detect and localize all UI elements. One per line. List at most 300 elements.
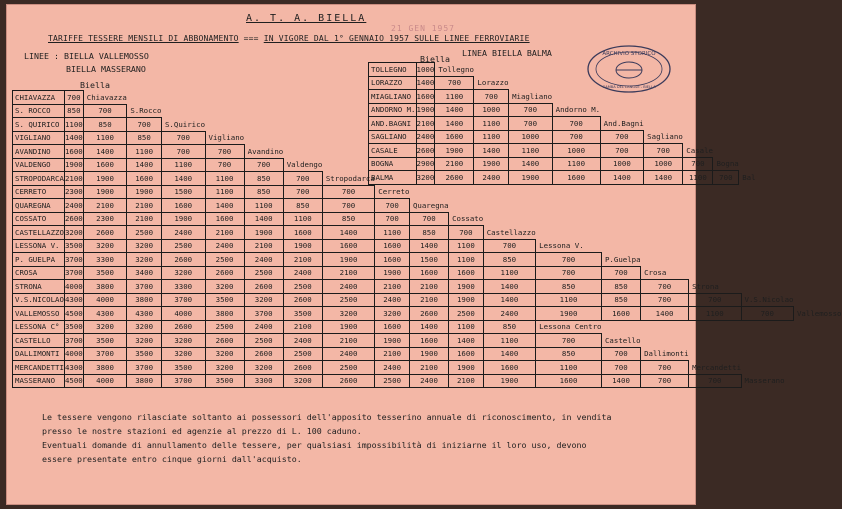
fare-cell: 700 — [435, 76, 474, 90]
fare-cell: 1900 — [536, 307, 602, 321]
fare-cell: 700 — [600, 130, 644, 144]
fare-cell: 1400 — [205, 199, 244, 213]
fare-cell: 1400 — [435, 117, 474, 131]
station-name: LESSONA V. — [13, 239, 65, 253]
fare-cell: 1100 — [683, 171, 713, 185]
left-row — [13, 361, 842, 375]
fare-cell: 1100 — [536, 361, 602, 375]
fare-cell: 3800 — [127, 374, 162, 388]
fare-cell: 1900 — [449, 280, 484, 294]
right-row — [369, 63, 756, 77]
fare-cell: 2500 — [322, 361, 374, 375]
fare-cell: 2600 — [83, 226, 127, 240]
station-label: Mercandetti — [692, 362, 742, 372]
fare-cell: 1900 — [375, 334, 410, 348]
station-name: LORAZZO — [369, 76, 417, 90]
fare-cell: 3200 — [127, 320, 162, 334]
fare-cell: 1600 — [205, 212, 244, 226]
station-name: CASTELLO — [13, 334, 65, 348]
station-name: BOGNA — [369, 157, 417, 171]
fare-cell: 700 — [64, 91, 83, 105]
fare-cell: 700 — [509, 103, 553, 117]
fare-cell: 1600 — [375, 239, 410, 253]
station-label: Miagliano — [512, 91, 553, 101]
organization-heading: A. T. A. BIELLA — [246, 13, 367, 24]
fare-cell: 700 — [644, 144, 683, 158]
fare-cell: 1900 — [83, 172, 127, 186]
fare-cell: 1600 — [601, 307, 640, 321]
fare-cell: 700 — [641, 361, 689, 375]
left-row — [13, 239, 842, 253]
station-label: Vallemosso — [796, 308, 842, 318]
fare-cell: 2400 — [161, 226, 205, 240]
fare-cell: 3700 — [161, 374, 205, 388]
station-name: SAGLIANO — [369, 130, 417, 144]
right-row — [369, 117, 756, 131]
title-separator: === — [238, 34, 264, 43]
station-name: S. ROCCO — [13, 104, 65, 118]
fare-cell: 1600 — [64, 145, 83, 159]
fare-cell: 4300 — [127, 307, 162, 321]
fare-cell: 2400 — [64, 199, 83, 213]
station-name: MERCANDETTI — [13, 361, 65, 375]
fare-cell: 700 — [601, 266, 640, 280]
fare-cell: 2100 — [375, 347, 410, 361]
fare-cell: 1100 — [474, 117, 509, 131]
fare-cell: 3700 — [161, 293, 205, 307]
fare-cell: 3200 — [161, 334, 205, 348]
tariff-title — [48, 34, 530, 43]
fare-cell: 2500 — [244, 334, 283, 348]
fare-cell: 1000 — [474, 103, 509, 117]
fare-cell: 2500 — [283, 347, 322, 361]
fare-cell: 1900 — [83, 185, 127, 199]
station-label: Andorno M. — [555, 105, 601, 114]
right-row — [369, 103, 756, 117]
fare-cell: 4000 — [64, 347, 83, 361]
station-label: Chiavazza — [86, 92, 127, 102]
fare-cell: 1600 — [483, 361, 535, 375]
fare-cell: 2400 — [244, 320, 283, 334]
left-row — [13, 185, 842, 199]
fare-cell: 2100 — [64, 172, 83, 186]
fare-cell: 1100 — [536, 293, 602, 307]
station-label: Bogna — [716, 159, 739, 168]
fare-cell: 4000 — [64, 280, 83, 294]
fare-cell: 3800 — [127, 293, 162, 307]
fare-cell: 2100 — [127, 199, 162, 213]
fare-cell: 3200 — [375, 307, 410, 321]
fare-cell: 1400 — [83, 145, 127, 159]
fare-cell: 700 — [283, 185, 322, 199]
fare-cell: 2600 — [161, 253, 205, 267]
fare-cell: 1100 — [483, 334, 535, 348]
fare-cell: 3200 — [161, 347, 205, 361]
fare-cell: 1900 — [509, 171, 553, 185]
fare-cell: 700 — [601, 347, 640, 361]
fare-cell: 700 — [536, 334, 602, 348]
fare-cell: 2100 — [435, 157, 474, 171]
fare-cell: 3800 — [83, 280, 127, 294]
fare-cell: 3500 — [161, 361, 205, 375]
fare-cell: 2100 — [283, 320, 322, 334]
station-name: CROSA — [13, 266, 65, 280]
left-row — [13, 347, 842, 361]
fare-cell: 2100 — [205, 226, 244, 240]
station-label: Bal — [742, 172, 756, 182]
footer-line-3: Eventuali domande di annullamento delle tessere, per qualsiasi impossibilità di iniziarne il loro uso, devono — [42, 440, 587, 450]
fare-cell: 700 — [683, 157, 713, 171]
fare-cell: 2500 — [283, 280, 322, 294]
fare-cell: 2600 — [161, 320, 205, 334]
station-name: P. GUELPA — [13, 253, 65, 267]
fare-cell: 1100 — [552, 157, 600, 171]
left-row — [13, 334, 842, 348]
fare-cell: 3500 — [64, 320, 83, 334]
fare-cell: 1600 — [409, 334, 448, 348]
fare-cell: 2600 — [283, 293, 322, 307]
fare-cell: 3500 — [205, 374, 244, 388]
left-row — [13, 226, 842, 240]
fare-cell: 700 — [552, 130, 600, 144]
fare-cell: 850 — [244, 185, 283, 199]
station-name: QUAREGNA — [13, 199, 65, 213]
fare-cell: 1100 — [64, 118, 83, 132]
fare-cell: 850 — [483, 253, 535, 267]
fare-cell: 4300 — [83, 307, 127, 321]
fare-cell: 850 — [244, 172, 283, 186]
fare-cell: 1900 — [283, 239, 322, 253]
left-row — [13, 374, 842, 388]
station-name: CERRETO — [13, 185, 65, 199]
fare-cell: 1100 — [283, 212, 322, 226]
fare-cell: 1000 — [509, 130, 553, 144]
station-label: Tollegno — [438, 64, 474, 74]
fare-cell: 4000 — [83, 293, 127, 307]
fare-cell: 3500 — [205, 293, 244, 307]
station-label: P.Guelpa — [604, 254, 641, 264]
fare-cell: 700 — [689, 374, 741, 388]
station-name: AND.BAGNI — [369, 117, 417, 131]
fare-cell: 1900 — [474, 157, 509, 171]
fare-cell: 2600 — [322, 374, 374, 388]
fare-cell: 700 — [322, 199, 374, 213]
fare-cell: 3200 — [64, 226, 83, 240]
fare-cell: 1900 — [416, 103, 435, 117]
fare-cell: 2400 — [244, 253, 283, 267]
left-row — [13, 307, 842, 321]
station-name: LESSONA C° — [13, 320, 65, 334]
left-row — [13, 253, 842, 267]
station-label: S.Quirico — [164, 119, 206, 129]
station-name: CASTELLAZZO — [13, 226, 65, 240]
fare-cell: 700 — [713, 171, 739, 185]
fare-cell: 700 — [205, 158, 244, 172]
fare-cell: 3500 — [83, 334, 127, 348]
fare-cell: 700 — [375, 212, 410, 226]
fare-cell: 2400 — [322, 280, 374, 294]
station-name: CHIAVAZZA — [13, 91, 65, 105]
fare-cell: 2100 — [375, 280, 410, 294]
fare-cell: 2400 — [322, 347, 374, 361]
fare-cell: 1000 — [552, 144, 600, 158]
fare-cell: 3700 — [127, 280, 162, 294]
left-first-label: Biella — [80, 80, 110, 90]
fare-cell: 2100 — [127, 212, 162, 226]
stamp-text-bottom: GAMBA DEL LANGSE - BIELLA — [602, 85, 656, 89]
fare-cell: 3800 — [205, 307, 244, 321]
fare-cell: 700 — [509, 117, 553, 131]
station-name: BALMA — [369, 171, 417, 185]
fare-cell: 2600 — [435, 171, 474, 185]
station-label: Cerreto — [378, 187, 410, 196]
fare-cell: 700 — [552, 117, 600, 131]
fare-cell: 1000 — [644, 157, 683, 171]
fare-cell: 2600 — [205, 334, 244, 348]
right-line-caption: LINEA BIELLA BALMA — [462, 48, 552, 58]
station-label: Quaregna — [412, 200, 449, 210]
fare-cell: 3300 — [161, 280, 205, 294]
fare-cell: 2100 — [449, 374, 484, 388]
fare-cell: 700 — [244, 158, 283, 172]
fare-cell: 2400 — [205, 239, 244, 253]
station-label: Stropodarca — [325, 173, 375, 183]
fare-cell: 700 — [641, 280, 689, 294]
station-name: V.S.NICOLAO — [13, 293, 65, 307]
fare-cell: 3200 — [127, 253, 162, 267]
fare-cell: 3200 — [83, 239, 127, 253]
faint-date-stamp: 21 GEN 1957 — [391, 24, 455, 33]
fare-cell: 3200 — [127, 239, 162, 253]
fare-cell: 2600 — [244, 347, 283, 361]
fare-cell: 850 — [283, 199, 322, 213]
fare-cell: 700 — [741, 307, 793, 321]
footer-line-4: essere presentate entro cinque giorni dall'acquisto. — [42, 454, 302, 464]
fare-cell: 2100 — [322, 266, 374, 280]
fare-cell: 1000 — [600, 157, 644, 171]
station-name: VIGLIANO — [13, 131, 65, 145]
fare-cell: 1400 — [244, 212, 283, 226]
fare-cell: 1400 — [409, 320, 448, 334]
fare-cell: 1100 — [127, 145, 162, 159]
fare-cell: 2100 — [409, 293, 448, 307]
fare-cell: 4300 — [64, 293, 83, 307]
fare-cell: 1100 — [474, 130, 509, 144]
fare-cell: 1100 — [449, 253, 484, 267]
station-label: Castellazzo — [486, 227, 536, 237]
fare-cell: 1900 — [483, 374, 535, 388]
station-name: AVANDINO — [13, 145, 65, 159]
fare-cell: 1900 — [322, 253, 374, 267]
fare-cell: 1900 — [64, 158, 83, 172]
fare-cell: 2500 — [161, 239, 205, 253]
station-label: Cossato — [452, 214, 484, 223]
fare-cell: 1900 — [435, 144, 474, 158]
fare-cell: 1600 — [449, 347, 484, 361]
fare-cell: 1000 — [416, 63, 435, 77]
fare-cell: 2500 — [244, 266, 283, 280]
fare-cell: 1100 — [244, 199, 283, 213]
fare-cell: 850 — [64, 104, 83, 118]
fare-cell: 2500 — [449, 307, 484, 321]
right-row — [369, 90, 756, 104]
fare-cell: 2500 — [205, 320, 244, 334]
fare-cell: 3700 — [127, 361, 162, 375]
fare-cell: 2900 — [416, 157, 435, 171]
fare-cell: 2400 — [483, 307, 535, 321]
fare-cell: 3200 — [244, 293, 283, 307]
left-row — [13, 293, 842, 307]
fare-cell: 2500 — [205, 253, 244, 267]
fare-cell: 2300 — [83, 212, 127, 226]
fare-cell: 1500 — [409, 253, 448, 267]
fare-cell: 3200 — [244, 361, 283, 375]
fare-cell: 1600 — [536, 374, 602, 388]
fare-cell: 1400 — [64, 131, 83, 145]
footer-line-1: Le tessere vengono rilasciate soltanto ai possessori dell'apposito tesserino annuale di riconoscimento, in vendita — [42, 412, 612, 422]
fare-cell: 1600 — [283, 226, 322, 240]
fare-cell: 2500 — [127, 226, 162, 240]
fare-cell: 2600 — [283, 361, 322, 375]
fare-cell: 2300 — [64, 185, 83, 199]
fare-cell: 1600 — [409, 266, 448, 280]
fare-cell: 3500 — [64, 239, 83, 253]
fare-cell: 1100 — [205, 172, 244, 186]
right-row — [369, 171, 756, 185]
right-row — [369, 144, 756, 158]
fare-cell: 1400 — [161, 172, 205, 186]
station-name: COSSATO — [13, 212, 65, 226]
fare-cell: 1400 — [322, 226, 374, 240]
fare-cell: 3400 — [127, 266, 162, 280]
footer-line-2: presso le nostre stazioni ed agenzie al prezzo di L. 100 caduno. — [42, 426, 362, 436]
right-row — [369, 130, 756, 144]
fare-cell: 1900 — [161, 212, 205, 226]
fare-cell: 1400 — [600, 171, 644, 185]
fare-cell: 2100 — [409, 361, 448, 375]
fare-cell: 4300 — [64, 361, 83, 375]
fare-cell: 4000 — [83, 374, 127, 388]
fare-cell: 2400 — [375, 293, 410, 307]
fare-cell: 700 — [600, 144, 644, 158]
station-name: CASALE — [369, 144, 417, 158]
station-label: Dallimonti — [644, 349, 689, 358]
right-row — [369, 157, 756, 171]
fare-cell: 3500 — [283, 307, 322, 321]
fare-cell: 3200 — [205, 347, 244, 361]
fare-cell: 850 — [601, 293, 640, 307]
fare-cell: 4000 — [161, 307, 205, 321]
fare-cell: 850 — [83, 118, 127, 132]
fare-cell: 3500 — [83, 266, 127, 280]
fare-cell: 3700 — [64, 334, 83, 348]
station-label: Casale — [686, 145, 713, 155]
fare-cell: 700 — [601, 361, 640, 375]
station-label: Avandino — [247, 146, 284, 156]
fare-cell: 2100 — [416, 117, 435, 131]
fare-cell: 1400 — [449, 334, 484, 348]
station-name: DALLIMONTI — [13, 347, 65, 361]
fare-cell: 2100 — [83, 199, 127, 213]
fare-cell: 1600 — [322, 239, 374, 253]
fare-cell: 1400 — [416, 76, 435, 90]
fare-cell: 3200 — [322, 307, 374, 321]
fare-cell: 2500 — [375, 374, 410, 388]
fare-cell: 3300 — [244, 374, 283, 388]
fare-cell: 700 — [449, 226, 484, 240]
fare-cell: 1400 — [483, 347, 535, 361]
fare-cell: 700 — [641, 293, 689, 307]
fare-cell: 2100 — [409, 280, 448, 294]
fare-cell: 3200 — [205, 280, 244, 294]
right-first-label: Biella — [420, 54, 450, 64]
fare-cell: 1400 — [409, 239, 448, 253]
title-part-1: TARIFFE TESSERE MENSILI DI ABBONAMENTO — [48, 34, 239, 43]
fare-cell: 700 — [474, 90, 509, 104]
fare-cell: 4500 — [64, 307, 83, 321]
fare-cell: 1600 — [435, 130, 474, 144]
station-label: Masserano — [744, 376, 785, 386]
fare-cell: 1900 — [449, 361, 484, 375]
fare-cell: 1100 — [689, 307, 741, 321]
fare-cell: 1400 — [509, 157, 553, 171]
fare-cell: 3200 — [127, 334, 162, 348]
fare-cell: 700 — [205, 145, 244, 159]
fare-cell: 700 — [641, 374, 689, 388]
fare-cell: 850 — [127, 131, 162, 145]
stamp-text-top: ARCHIVIO STORICO — [602, 51, 656, 57]
left-line-caption-2: BIELLA MASSERANO — [66, 64, 146, 74]
fare-cell: 1100 — [449, 239, 484, 253]
fare-cell: 2400 — [283, 334, 322, 348]
fare-cell: 700 — [483, 239, 535, 253]
fare-cell: 3700 — [64, 266, 83, 280]
fare-cell: 3200 — [205, 361, 244, 375]
fare-cell: 4500 — [64, 374, 83, 388]
fare-cell: 1100 — [509, 144, 553, 158]
station-label: Vigliano — [208, 133, 245, 142]
fare-cell: 700 — [283, 172, 322, 186]
fare-cell: 850 — [322, 212, 374, 226]
document-sheet — [6, 4, 842, 505]
fare-cell: 700 — [161, 145, 205, 159]
fare-cell: 850 — [409, 226, 448, 240]
fare-cell: 2400 — [409, 374, 448, 388]
fare-cell: 3200 — [83, 320, 127, 334]
fare-cell: 3500 — [127, 347, 162, 361]
fare-cell: 2600 — [416, 144, 435, 158]
fare-cell: 3700 — [64, 253, 83, 267]
fare-cell: 3200 — [416, 171, 435, 185]
fare-cell: 1900 — [449, 293, 484, 307]
fare-cell: 2400 — [375, 361, 410, 375]
fare-cell: 1600 — [375, 320, 410, 334]
station-name: MIAGLIANO — [369, 90, 417, 104]
fare-cell: 1400 — [483, 293, 535, 307]
fare-cell: 3800 — [83, 361, 127, 375]
fare-cell: 1600 — [127, 172, 162, 186]
fare-cell: 850 — [601, 280, 640, 294]
fare-cell: 2400 — [416, 130, 435, 144]
fare-cell: 1100 — [161, 158, 205, 172]
fare-cell: 1500 — [161, 185, 205, 199]
left-row — [13, 320, 842, 334]
station-label: Lorazzo — [477, 78, 509, 87]
fare-cell: 700 — [127, 118, 162, 132]
fare-cell: 2600 — [409, 307, 448, 321]
fare-cell: 1600 — [416, 90, 435, 104]
left-row — [13, 266, 842, 280]
